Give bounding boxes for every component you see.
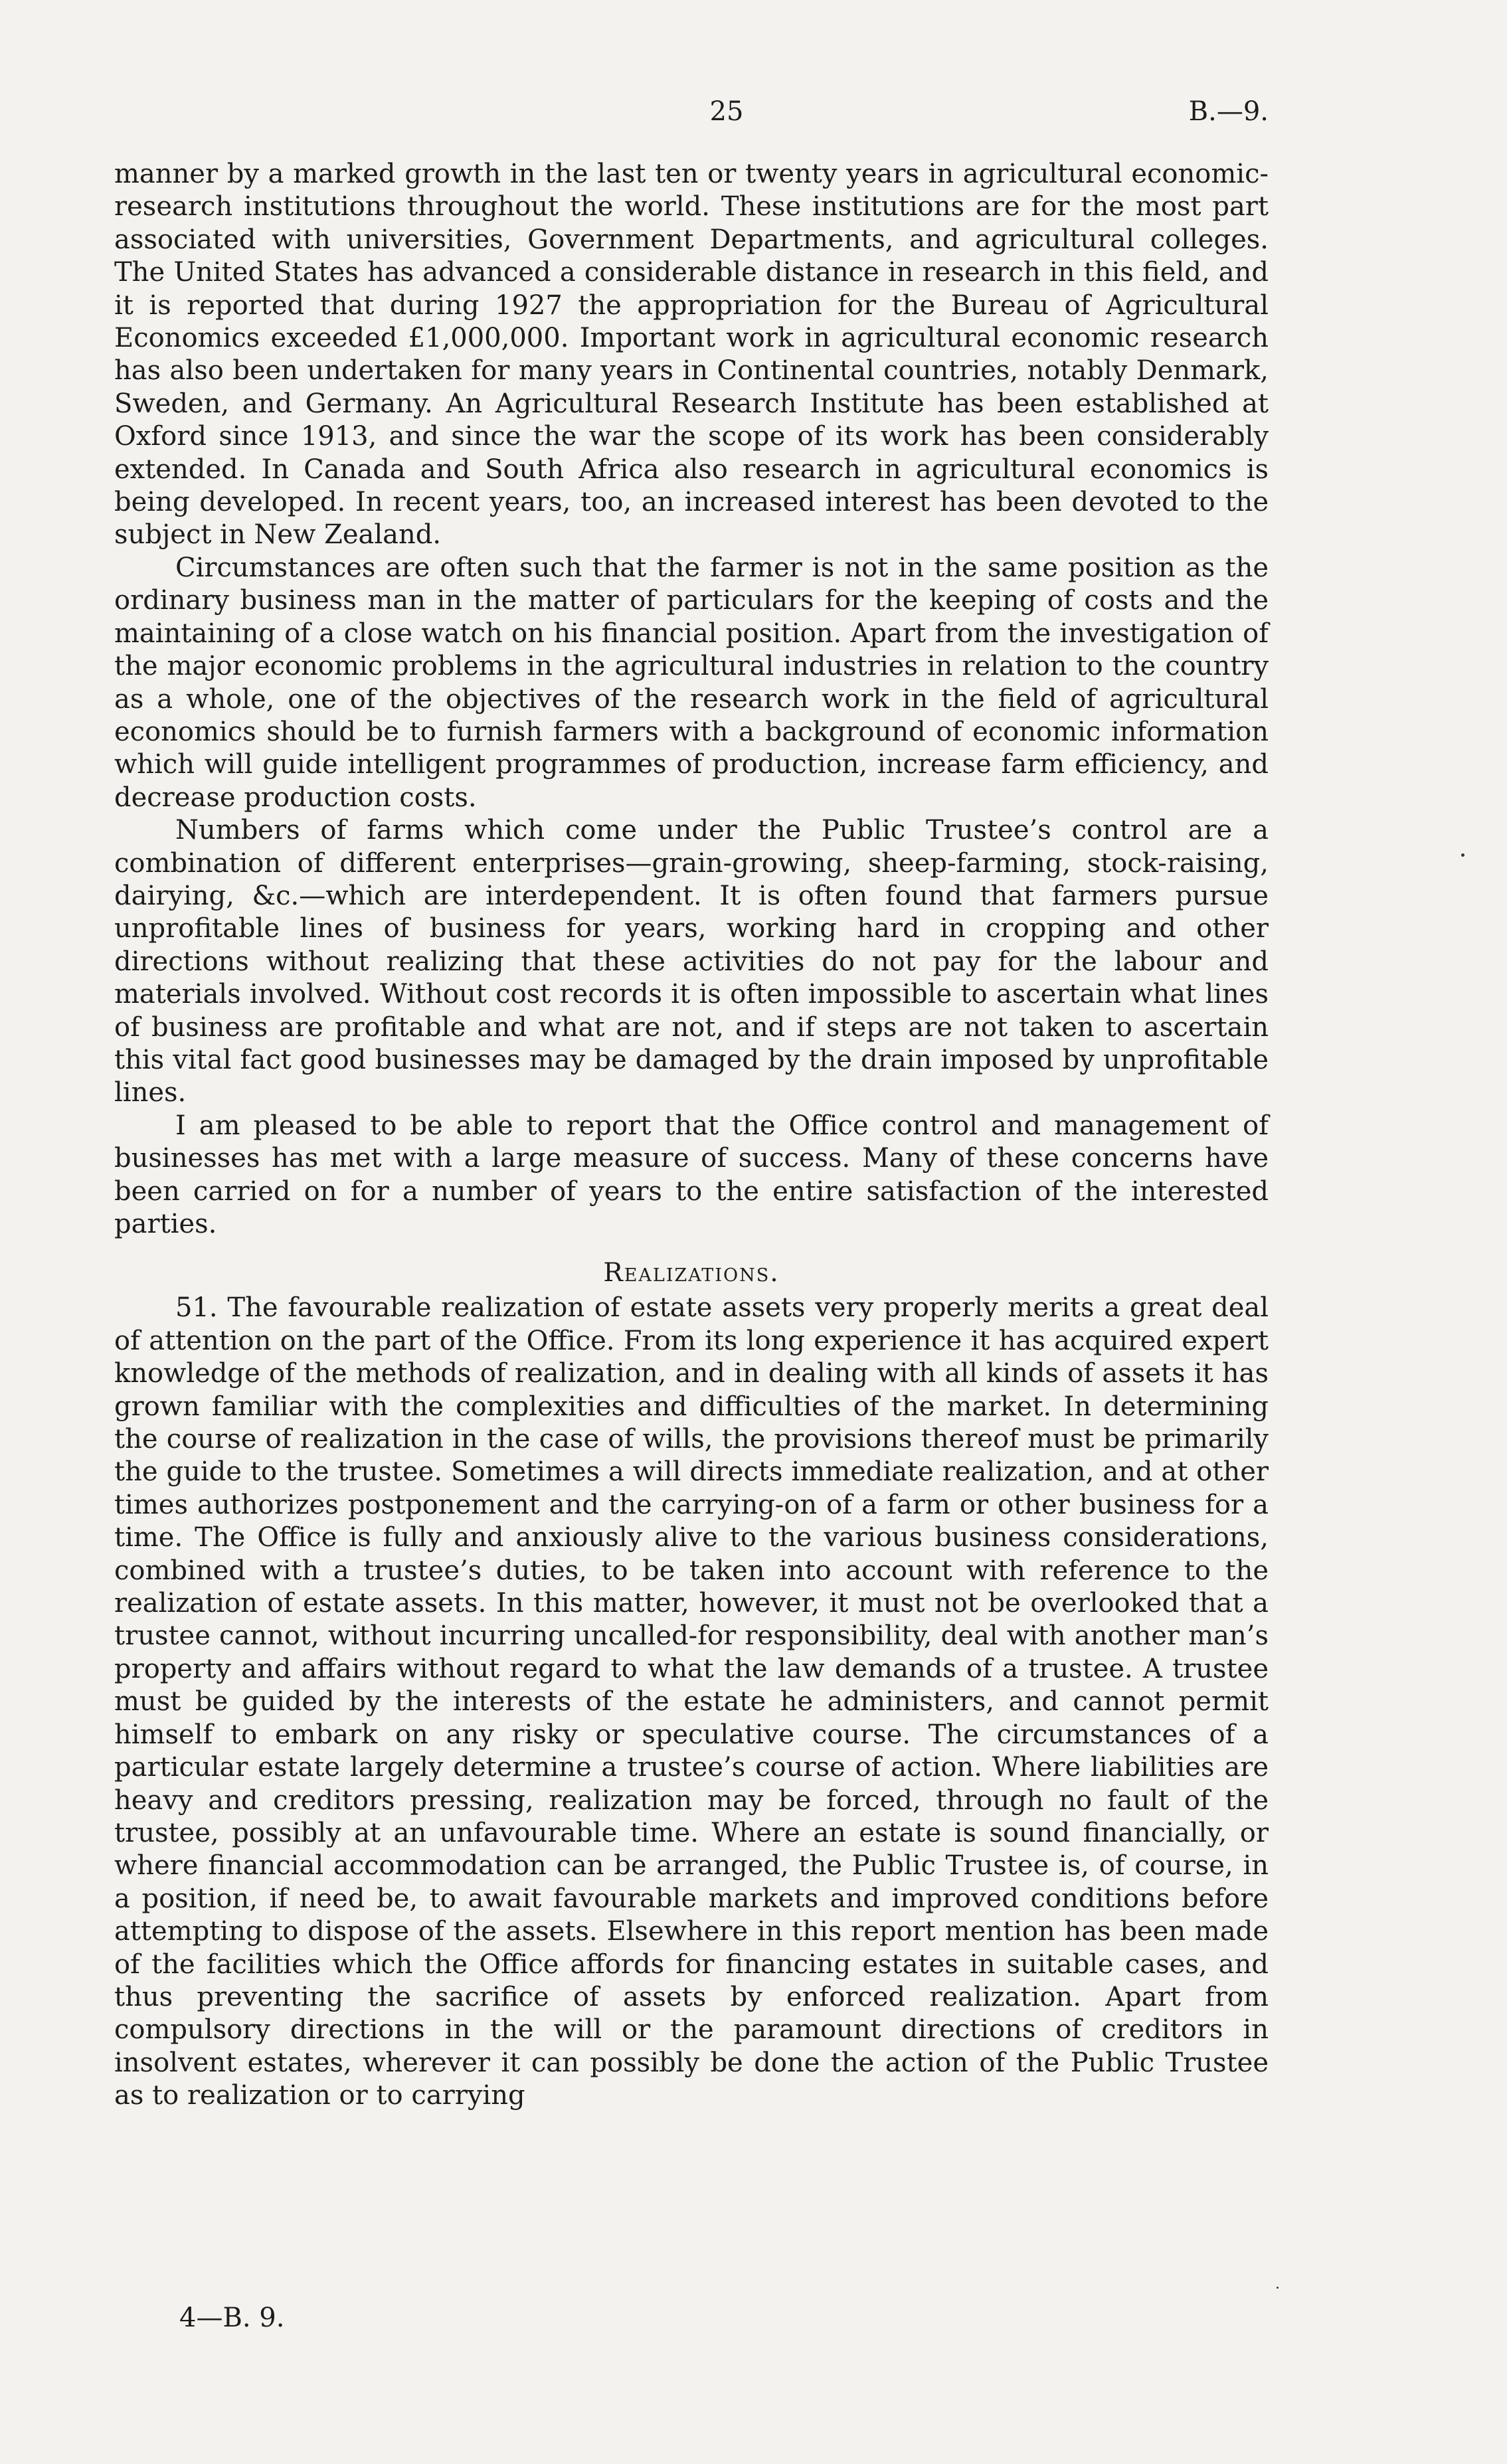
paragraph-farmer-circumstances: Circumstances are often such that the farmer is not in the same position as the ordinary business man in the matter of particulars for the keeping of costs and the maintaining of a close watch on his financial position. Apart from the investigation of the major economic problems in the agricultural industries in relation to the country as a whole, one of the objectives of the research work in the field of agricultural economics should be to furnish farmers with a background of economic information which will guide intelligent programmes of production, increase farm efficiency, and decrease production costs.	[114, 552, 1269, 813]
printer-signature-mark: 4—B. 9.	[179, 2303, 285, 2333]
paragraph-51-realizations: 51. The favourable realization of estate assets very properly merits a great deal of attention on the part of the Office. From its long experience it has acquired expert knowledge of the methods of realization, and in dealing with all kinds of assets it has grown familiar with the complexities and difficulties of the market. In determining the course of realization in the case of wills, the provisions thereof must be primarily the guide to the trustee. Sometimes a will directs immediate realization, and at other times authorizes postponement and the carrying-on of a farm or other business for a time. The Office is fully and anxiously alive to the various business considerations, combined with a trustee’s duties, to be taken into account with reference to the realization of estate assets. In this matter, however, it must not be overlooked that a trustee cannot, without incurring uncalled-for responsibility, deal with another man’s property and affairs without regard to what the law demands of a trustee. A trustee must be guided by the interests of the estate he administers, and cannot permit himself to embark on any risky or speculative course. The circumstances of a particular estate largely determine a trustee’s course of action. Where liabilities are heavy and creditors pressing, realization may be forced, through no fault of the trustee, possibly at an unfavourable time. Where an estate is sound financially, or where financial accommodation can be arranged, the Public Trustee is, of course, in a position, if need be, to await favourable markets and improved conditions before attempting to dispose of the assets. Elsewhere in this report mention has been made of the facilities which the Office affords for financing estates in suitable cases, and thus preventing the sacrifice of assets by enforced realization. Apart from compulsory directions in the will or the paramount directions of creditors in insolvent estates, wherever it can possibly be done the action of the Public Trustee as to realization or to carrying	[114, 1292, 1269, 2111]
paper-speck-mark	[1461, 853, 1464, 857]
paragraph-farm-enterprises: Numbers of farms which come under the Public Trustee’s control are a combination of different enterprises—grain-growing, sheep-farming, stock-raising, dairying, &c.—which are interdependent. It is often found that farmers pursue unprofitable lines of business for years, working hard in cropping and other directions without realizing that these activities do not pay for the labour and materials involved. Without cost records it is often impossible to ascertain what lines of business are profitable and what are not, and if steps are not taken to ascertain this vital fact good businesses may be damaged by the drain imposed by unprofitable lines.	[114, 815, 1269, 1108]
body-text	[114, 158, 1269, 2113]
series-reference: B.—9.	[1188, 96, 1269, 127]
page-number: 25	[709, 96, 744, 127]
paper-speck-mark	[1277, 2287, 1279, 2289]
section-heading-realizations: Realizations.	[603, 1258, 780, 1288]
paragraph-continuation: manner by a marked growth in the last ten or twenty years in agricultural economic-research institutions throughout the world. These institutions are for the most part associated with universities, Government Departments, and agricultural colleges. The United States has advanced a considerable distance in research in this field, and it is reported that during 1927 the appropriation for the Bureau of Agricultural Economics exceeded £1,000,000. Important work in agricultural economic research has also been undertaken for many years in Continental countries, notably Denmark, Sweden, and Germany. An Agricultural Research Institute has been established at Oxford since 1913, and since the war the scope of its work has been considerably extended. In Canada and South Africa also research in agricultural economics is being developed. In recent years, too, an increased interest has been devoted to the subject in New Zealand.	[114, 159, 1269, 551]
paragraph-office-control: I am pleased to be able to report that the Office control and management of businesses has met with a large measure of success. Many of these concerns have been carried on for a number of years to the entire satisfaction of the interested parties.	[114, 1110, 1269, 1239]
